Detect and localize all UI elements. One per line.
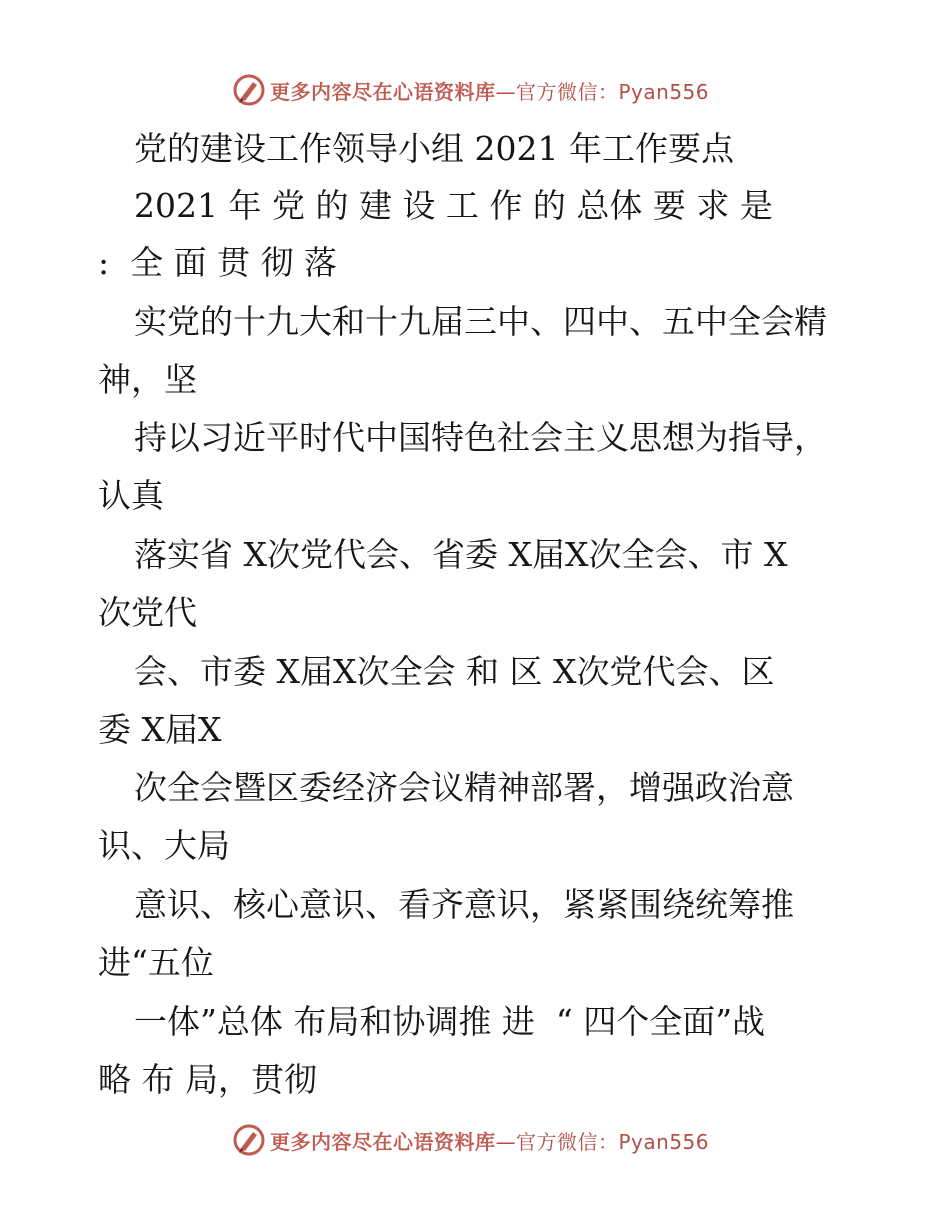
watermark-text bbox=[270, 1126, 709, 1155]
doc-line: 神，坚 bbox=[98, 360, 197, 399]
doc-line: 2021 年 党 的 建 设 工 作 的 总体 要 求 是 bbox=[134, 186, 773, 225]
pen-circle-logo-icon bbox=[232, 1123, 266, 1157]
header-watermark-banner bbox=[232, 70, 752, 110]
doc-line: 识、大局 bbox=[98, 826, 230, 865]
footer-watermark-banner bbox=[232, 1120, 752, 1160]
watermark-main: 更多内容尽在心语资料库 bbox=[270, 79, 496, 104]
pen-circle-logo-icon bbox=[232, 73, 266, 107]
doc-line: 意识、核心意识、看齐意识，紧紧围绕统筹推 bbox=[134, 885, 794, 924]
doc-line: 略 布 局，贯彻 bbox=[98, 1060, 317, 1099]
doc-line: 次党代 bbox=[98, 593, 197, 632]
doc-line: 落实省 X次党代会、省委 X届X次全会、市 X bbox=[134, 535, 788, 574]
doc-line: 一体”总体 布局和协调推 进 “ 四个全面”战 bbox=[134, 1002, 766, 1041]
watermark-main: 更多内容尽在心语资料库 bbox=[270, 1129, 496, 1154]
doc-line: : 全 面 贯 彻 落 bbox=[98, 243, 338, 282]
watermark-contact: —官方微信：Pyan556 bbox=[495, 1129, 710, 1154]
doc-line: 持以习近平时代中国特色社会主义思想为指导， bbox=[134, 418, 827, 457]
doc-line: 实党的十九大和十九届三中、四中、五中全会精 bbox=[134, 302, 827, 341]
doc-line: 次全会暨区委经济会议精神部署，增强政治意 bbox=[134, 768, 794, 807]
doc-line: 进“五位 bbox=[98, 943, 214, 982]
doc-title-line: 党的建设工作领导小组 2021 年工作要点 bbox=[134, 129, 734, 168]
watermark-contact: —官方微信：Pyan556 bbox=[495, 79, 710, 104]
doc-line: 会、市委 X届X次全会 和 区 X次党代会、区 bbox=[134, 652, 775, 691]
doc-line: 委 X届X bbox=[98, 710, 222, 749]
watermark-text bbox=[270, 76, 709, 105]
doc-line: 认真 bbox=[98, 476, 164, 515]
